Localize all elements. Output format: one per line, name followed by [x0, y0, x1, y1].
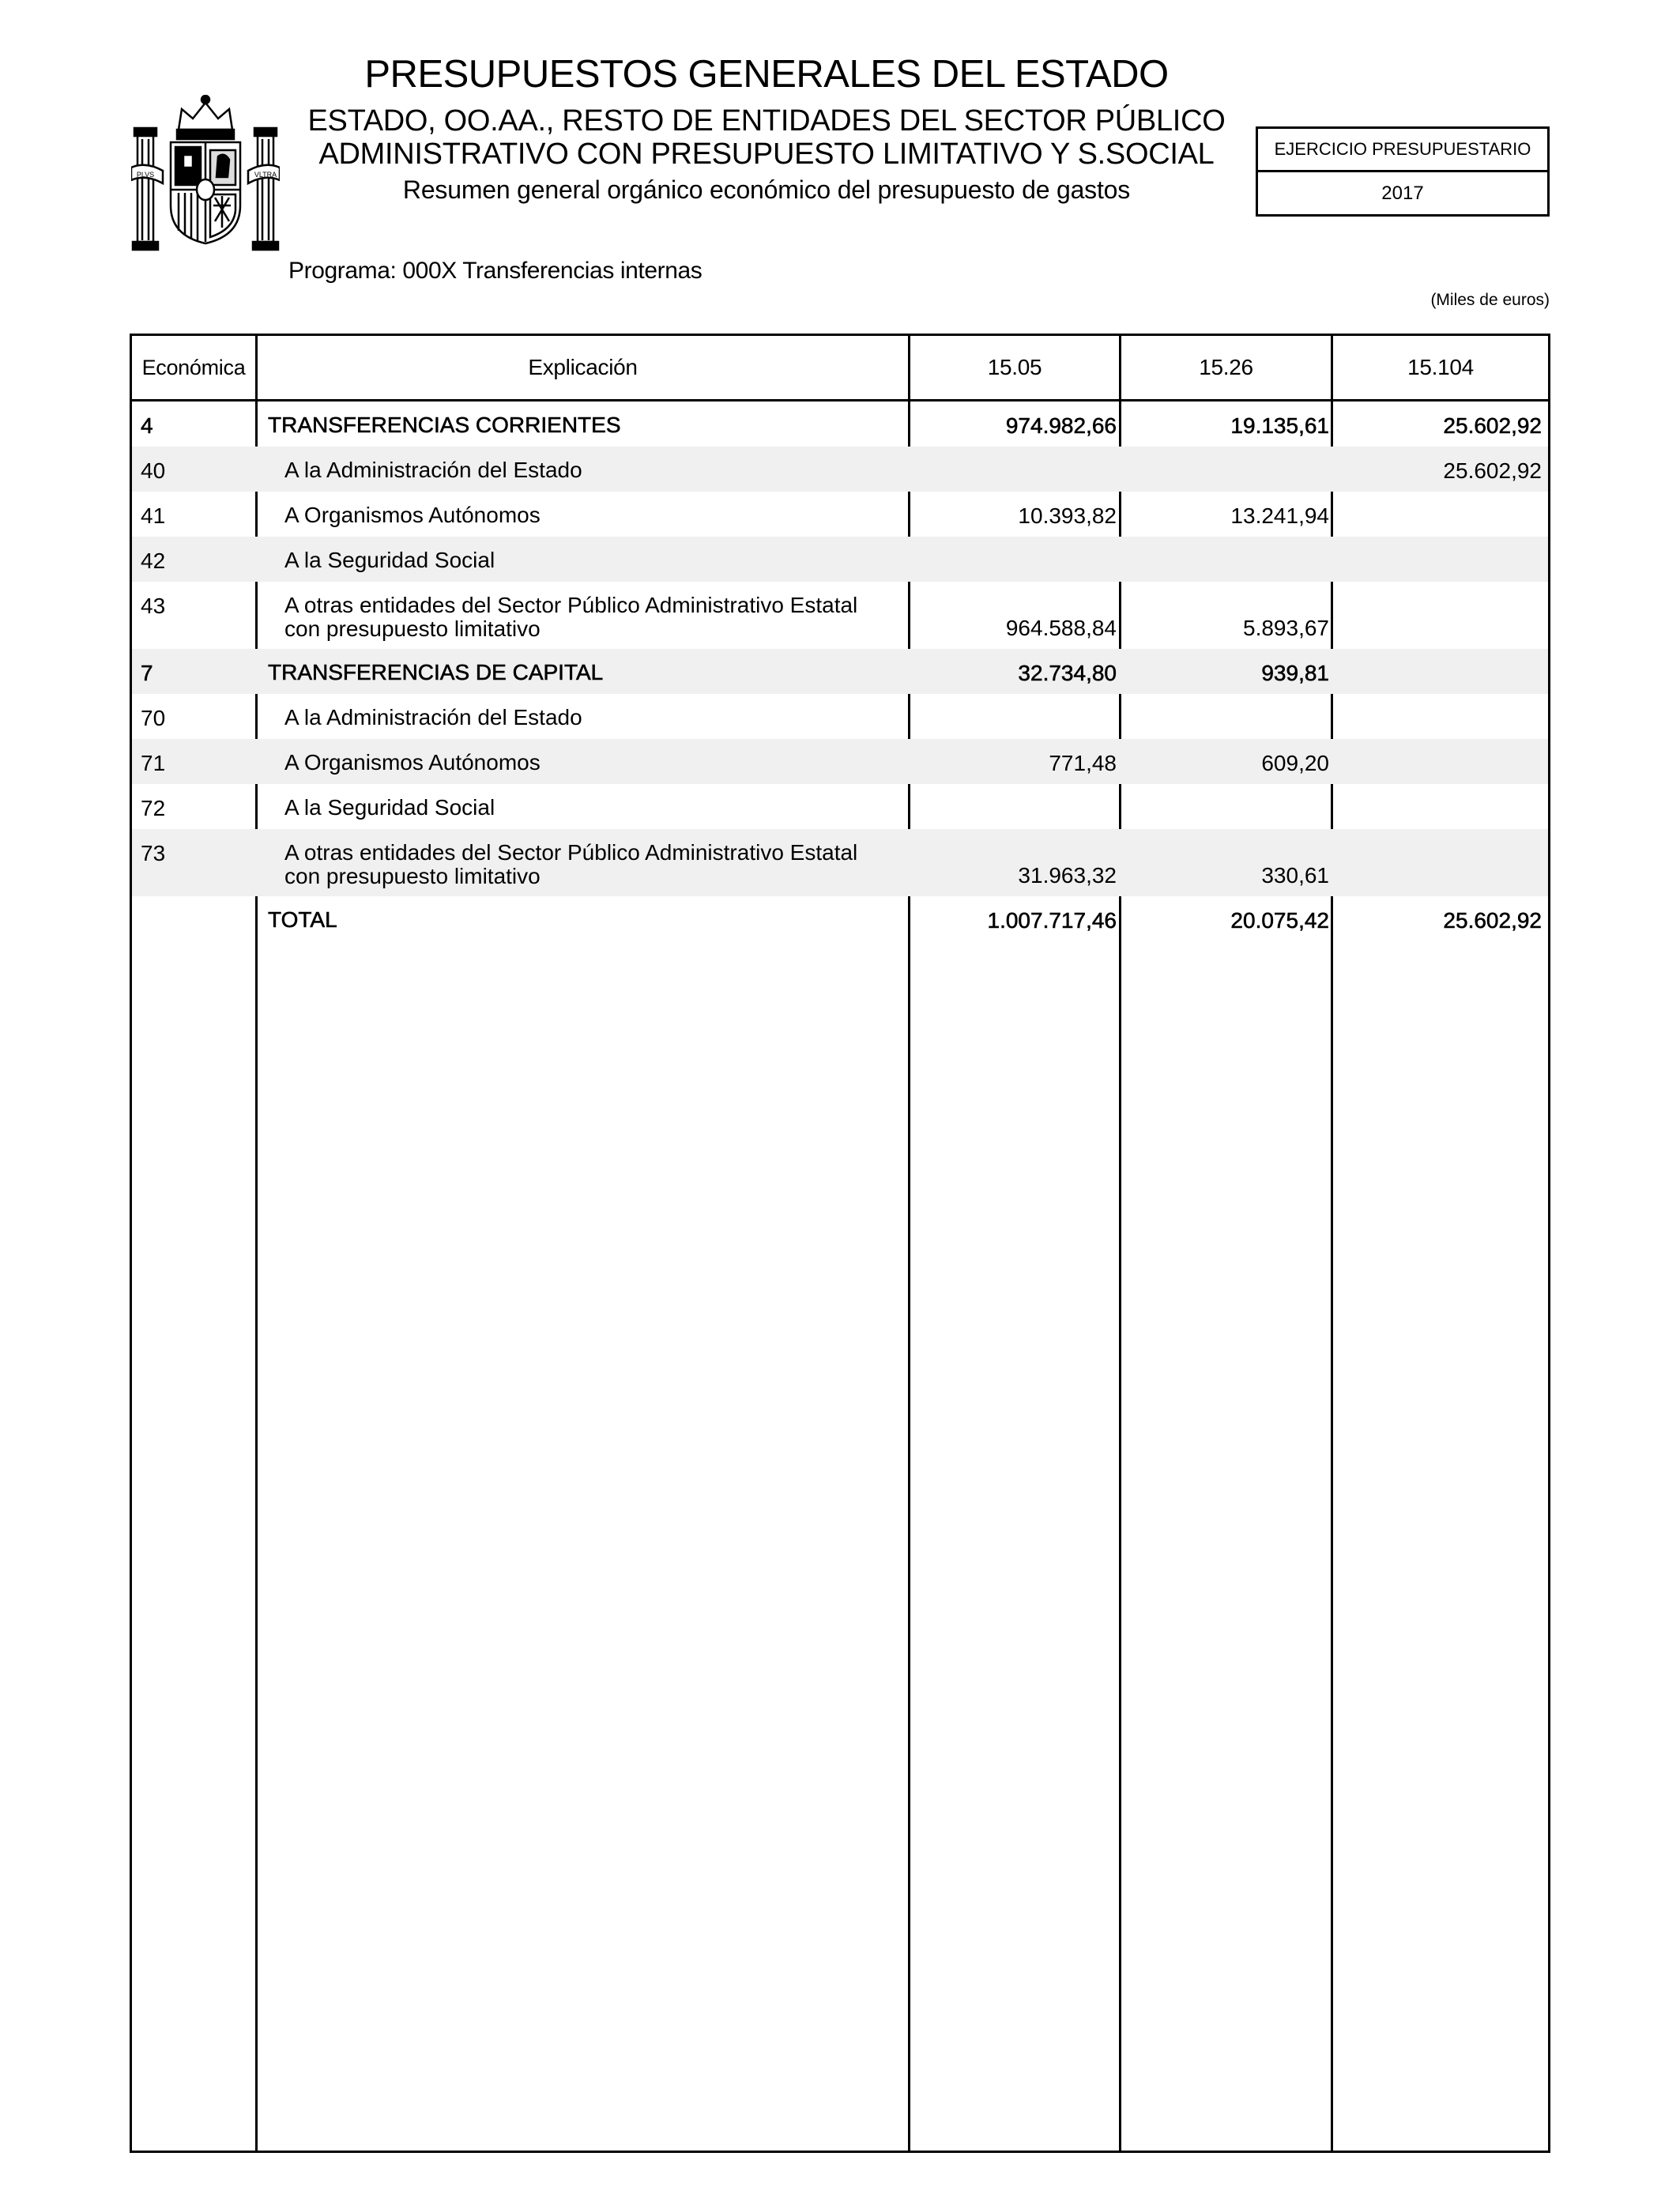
total-15-05: 1.007.717,46: [987, 908, 1117, 933]
economica-code: 43: [141, 594, 166, 618]
economica-code: 73: [141, 841, 166, 865]
subtitle-line-2: ADMINISTRATIVO CON PRESUPUESTO LIMITATIVO Y S.SOCIAL: [318, 138, 1215, 171]
explicacion-text: [284, 594, 932, 649]
explicacion-text: A Organismos Autónomos: [284, 503, 541, 527]
programa-label: Programa: 000X Transferencias internas: [288, 258, 703, 284]
table-body: [132, 401, 1548, 941]
page-title: PRESUPUESTOS GENERALES DEL ESTADO: [364, 53, 1169, 96]
value-15-26: 609,20: [1261, 751, 1329, 775]
value-15-26: 330,61: [1261, 863, 1329, 888]
value-15-05: 10.393,82: [1018, 503, 1117, 528]
table-row: [132, 447, 1548, 492]
units-label: (Miles de euros): [1430, 291, 1550, 309]
economica-code: 41: [141, 503, 166, 528]
explicacion-text: A Organismos Autónomos: [284, 750, 541, 775]
economica-code: 70: [141, 706, 166, 730]
explicacion-line-1: A otras entidades del Sector Público Administrativo Estatal: [284, 593, 858, 617]
ejercicio-box: [1256, 126, 1550, 217]
value-15-05: 31.963,32: [1018, 863, 1117, 888]
economica-code: 72: [141, 796, 166, 820]
emblem-motto-right: VLTRA: [254, 171, 277, 179]
value-15-26: 19.135,61: [1230, 413, 1329, 438]
value-15-05: 964.588,84: [1005, 616, 1117, 640]
table-row: [132, 582, 1548, 649]
total-15-26: 20.075,42: [1230, 908, 1329, 933]
explicacion-text: TRANSFERENCIAS DE CAPITAL: [268, 660, 604, 684]
value-15-26: 5.893,67: [1243, 616, 1329, 640]
table-row: [132, 401, 1548, 447]
table-row: [132, 537, 1548, 582]
explicacion-text: TRANSFERENCIAS CORRIENTES: [268, 413, 621, 437]
emblem-motto-left: PLVS: [136, 171, 155, 179]
ejercicio-label: EJERCICIO PRESUPUESTARIO: [1258, 129, 1547, 172]
explicacion-text: [284, 841, 932, 896]
table-row: [132, 829, 1548, 896]
report-description: Resumen general orgánico económico del presupuesto de gastos: [402, 175, 1131, 204]
subtitle-line-1: ESTADO, OO.AA., RESTO DE ENTIDADES DEL SECTOR PÚBLICO: [307, 104, 1226, 138]
ejercicio-value: 2017: [1381, 182, 1424, 204]
header-economica: Económica: [141, 355, 246, 379]
value-15-26: 13.241,94: [1230, 503, 1329, 528]
value-15-05: 771,48: [1049, 751, 1117, 775]
value-15-05: 32.734,80: [1018, 661, 1117, 685]
value-15-05: 974.982,66: [1005, 413, 1117, 438]
explicacion-line-2: con presupuesto limitativo: [284, 864, 541, 888]
total-label: TOTAL: [268, 907, 337, 932]
explicacion-text: A la Administración del Estado: [284, 458, 582, 482]
value-15-104: 25.602,92: [1443, 458, 1542, 483]
economica-code: 40: [141, 458, 166, 483]
economica-code: 42: [141, 548, 166, 573]
page-subtitle: [300, 104, 1233, 171]
table-row: [132, 784, 1548, 829]
header-15-104: 15.104: [1407, 355, 1474, 379]
table-row: [132, 739, 1548, 784]
explicacion-line-1: A otras entidades del Sector Público Administrativo Estatal: [284, 840, 858, 865]
value-15-104: 25.602,92: [1443, 413, 1542, 438]
explicacion-text: A la Administración del Estado: [284, 705, 582, 729]
table-row: [132, 492, 1548, 537]
coat-of-arms-emblem: [131, 95, 280, 251]
table-row: [132, 694, 1548, 739]
total-15-104: 25.602,92: [1443, 908, 1542, 933]
economica-code: 7: [141, 661, 153, 685]
economica-code: 71: [141, 751, 166, 775]
explicacion-text: A la Seguridad Social: [284, 795, 495, 820]
budget-table: [130, 334, 1550, 2153]
header-15-05: 15.05: [987, 355, 1042, 379]
total-row: [132, 896, 1548, 941]
economica-code: 4: [141, 413, 153, 438]
header-15-26: 15.26: [1199, 355, 1253, 379]
value-15-26: 939,81: [1261, 661, 1329, 685]
explicacion-line-2: con presupuesto limitativo: [284, 616, 541, 641]
explicacion-text: A la Seguridad Social: [284, 548, 495, 572]
header-explicacion: Explicación: [528, 355, 638, 379]
table-row: [132, 649, 1548, 694]
